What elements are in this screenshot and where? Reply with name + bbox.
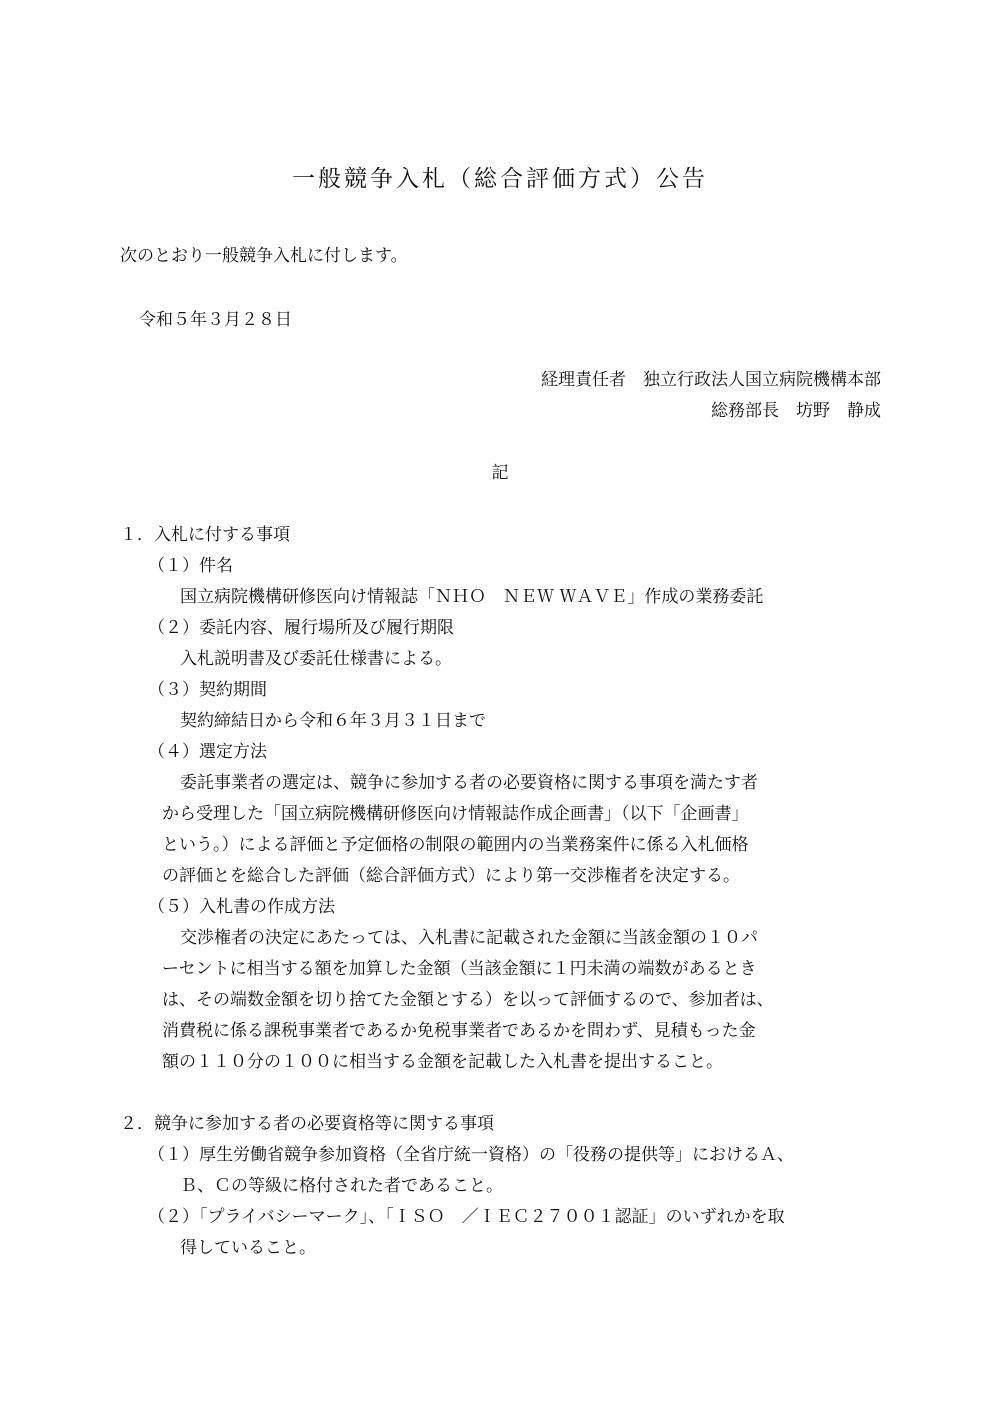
item-2-2-line: （２）「プライバシーマーク」、「ＩＳＯ ／ＩＥＣ２７００１認証」のいずれかを取: [148, 1207, 785, 1227]
item-1-1-heading: （１）件名: [148, 556, 233, 576]
item-2-1-line: （１）厚生労働省競争参加資格（全省庁統一資格）の「役務の提供等」におけるＡ、: [148, 1145, 794, 1165]
item-1-4-line: 委託事業者の選定は、競争に参加する者の必要資格に関する事項を満たす者: [180, 773, 758, 793]
item-1-4-line: の評価とを総合した評価（総合評価方式）により第一交渉権者を決定する。: [162, 866, 740, 886]
intro-text: 次のとおり一般競争入札に付します。: [120, 246, 408, 266]
item-1-1-body: 国立病院機構研修医向け情報誌「ＮＨＯ ＮＥＷ ＷＡＶＥ」作成の業務委託: [180, 587, 764, 607]
document-title: 一般競争入札（総合評価方式）公告: [292, 166, 708, 192]
issue-date: 令和５年３月２８日: [139, 310, 292, 330]
item-1-5-line: 消費税に係る課税事業者であるか免税事業者であるかを問わず、見積もった金: [162, 1021, 756, 1041]
item-1-3-heading: （３）契約期間: [148, 680, 267, 700]
item-1-2-heading: （２）委託内容、履行場所及び履行期限: [148, 618, 454, 638]
item-1-2-body: 入札説明書及び委託仕様書による。: [180, 649, 452, 669]
section-2-heading: ２．競争に参加する者の必要資格等に関する事項: [120, 1114, 494, 1134]
item-1-5-line: 交渉権者の決定にあたっては、入札書に記載された金額に当該金額の１０パ: [180, 928, 758, 948]
section-1-heading: １．入札に付する事項: [120, 525, 290, 545]
item-2-2-line: 得していること。: [180, 1238, 316, 1258]
item-1-5-line: ーセントに相当する額を加算した金額（当該金額に１円未満の端数があるとき: [162, 959, 757, 979]
item-1-5-line: 額の１１０分の１００に相当する金額を記載した入札書を提出すること。: [162, 1052, 723, 1072]
ki-mark: 記: [491, 463, 509, 483]
item-1-4-line: から受理した「国立病院機構研修医向け情報誌作成企画書」（以下「企画書」: [162, 804, 749, 824]
item-1-4-heading: （４）選定方法: [148, 742, 267, 762]
item-1-4-line: という。）による評価と予定価格の制限の範囲内の当業務案件に係る入札価格: [162, 835, 749, 855]
item-1-5-line: は、その端数金額を切り捨てた金額とする）を以って評価するので、参加者は、: [162, 990, 774, 1010]
issuer-line-2: 総務部長 坊野 静成: [711, 401, 881, 421]
item-2-1-line: Ｂ、Ｃの等級に格付された者であること。: [180, 1176, 503, 1196]
item-1-5-heading: （５）入札書の作成方法: [148, 897, 335, 917]
item-1-3-body: 契約締結日から令和６年３月３１日まで: [180, 711, 486, 731]
issuer-line-1: 経理責任者 独立行政法人国立病院機構本部: [541, 370, 881, 390]
